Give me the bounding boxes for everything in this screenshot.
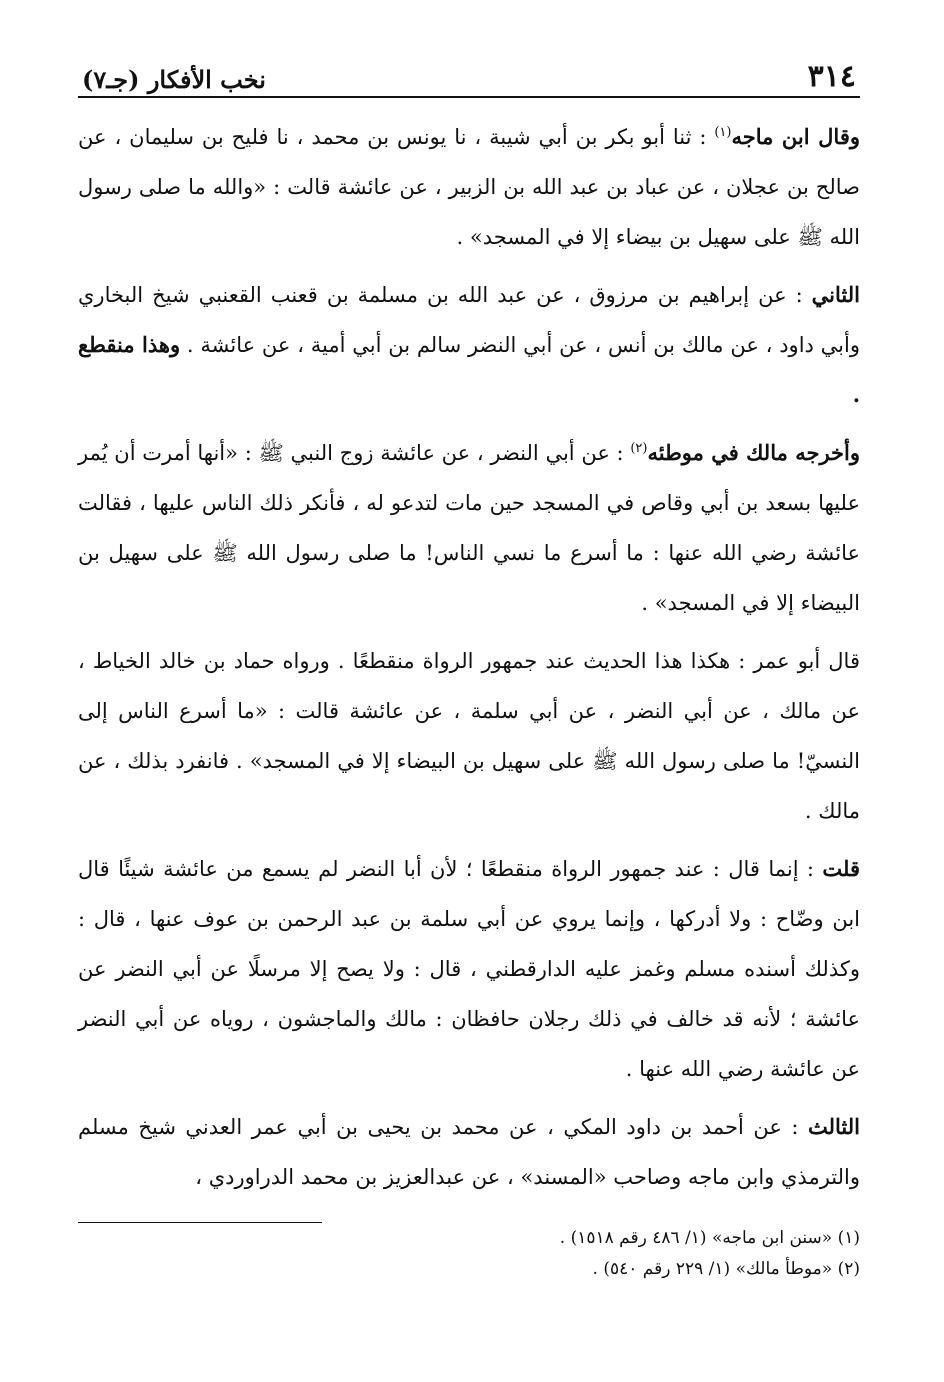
paragraph-lead: الثالث — [808, 1114, 860, 1139]
paragraph-1 — [78, 112, 860, 262]
paragraph-tail: وهذا منقطع . — [78, 332, 860, 407]
paragraph-text: : عن إبراهيم بن مرزوق ، عن عبد الله بن مسلمة بن قعنب القعنبي شيخ البخاري وأبي داود ، عن مالك بن أنس ، عن أبي النضر سالم بن أبي أمية ، عن عائشة . — [78, 283, 860, 357]
footnotes — [78, 1222, 860, 1285]
paragraph-lead: وقال ابن ماجه — [731, 124, 860, 149]
footnote-2: (٢) «موطأ مالك» (١/ ٢٢٩ رقم ٥٤٠) . — [592, 1259, 860, 1279]
page-header — [78, 48, 860, 98]
paragraph-lead: وأخرجه مالك في موطئه — [647, 440, 860, 465]
paragraph-2 — [78, 270, 860, 420]
footnote-ref: (٢) — [630, 441, 648, 456]
page-number: ٣١٤ — [807, 59, 856, 94]
paragraph-6 — [78, 1102, 860, 1202]
paragraph-text: : ثنا أبو بكر بن أبي شيبة ، نا يونس بن محمد ، نا فليح بن سليمان ، عن صالح بن عجلان ، عن عباد بن عبد الله بن الزبير ، عن عائشة قالت : «والله ما صلى رسول الله ﷺ على سهيل بن بيضاء إلا في المسجد» . — [78, 125, 860, 249]
main-text — [78, 112, 860, 1202]
paragraph-text: : عن أبي النضر ، عن عائشة زوج النبي ﷺ : «أنها أمرت أن يُمر عليها بسعد بن أبي وقاص في المسجد حين مات لتدعو له ، فأنكر ذلك الناس عليها ، فقالت عائشة رضي الله عنها : ما أسرع ما نسي الناس! ما صلى رسول الله ﷺ على سهيل بن البيضاء إلا في المسجد» . — [78, 441, 860, 615]
paragraph-lead: قلت — [822, 856, 860, 881]
paragraph-3 — [78, 428, 860, 628]
paragraph-text: : إنما قال : عند جمهور الرواة منقطعًا ؛ لأن أبا النضر لم يسمع من عائشة شيئًا قال ابن وضّاح : ولا أدركها ، وإنما يروي عن أبي سلمة بن عبد الرحمن بن عوف عنها ، قال : وكذلك أسنده مسلم وغمز عليه الدارقطني ، قال : ولا يصح إلا مرسلًا عن أبي النضر عن عائشة ؛ لأنه قد خالف في ذلك رجلان حافظان : مالك والماجشون ، روياه عن أبي النضر عن عائشة رضي الله عنها . — [78, 857, 860, 1081]
paragraph-4 — [78, 636, 860, 836]
paragraph-lead: الثاني — [811, 282, 860, 307]
footnote-ref: (١) — [714, 125, 732, 140]
paragraph-5 — [78, 844, 860, 1094]
page — [78, 48, 860, 1210]
running-title: نخب الأفكار (جـ٧) — [82, 65, 266, 94]
paragraph-text: : عن أحمد بن داود المكي ، عن محمد بن يحيى بن أبي عمر العدني شيخ مسلم والترمذي وابن ماجه وصاحب «المسند» ، عن عبدالعزيز بن محمد الدراوردي ، — [78, 1115, 860, 1189]
paragraph-text: قال أبو عمر : هكذا هذا الحديث عند جمهور الرواة منقطعًا . ورواه حماد بن خالد الخياط ، عن مالك ، عن أبي النضر ، عن أبي سلمة ، عن عائشة قالت : «ما أسرع الناس إلى النسيّ! ما صلى رسول الله ﷺ على سهيل بن البيضاء إلا في المسجد» . فانفرد بذلك ، عن مالك . — [78, 649, 861, 823]
footnote-1: (١) «سنن ابن ماجه» (١/ ٤٨٦ رقم ١٥١٨) . — [559, 1228, 860, 1248]
